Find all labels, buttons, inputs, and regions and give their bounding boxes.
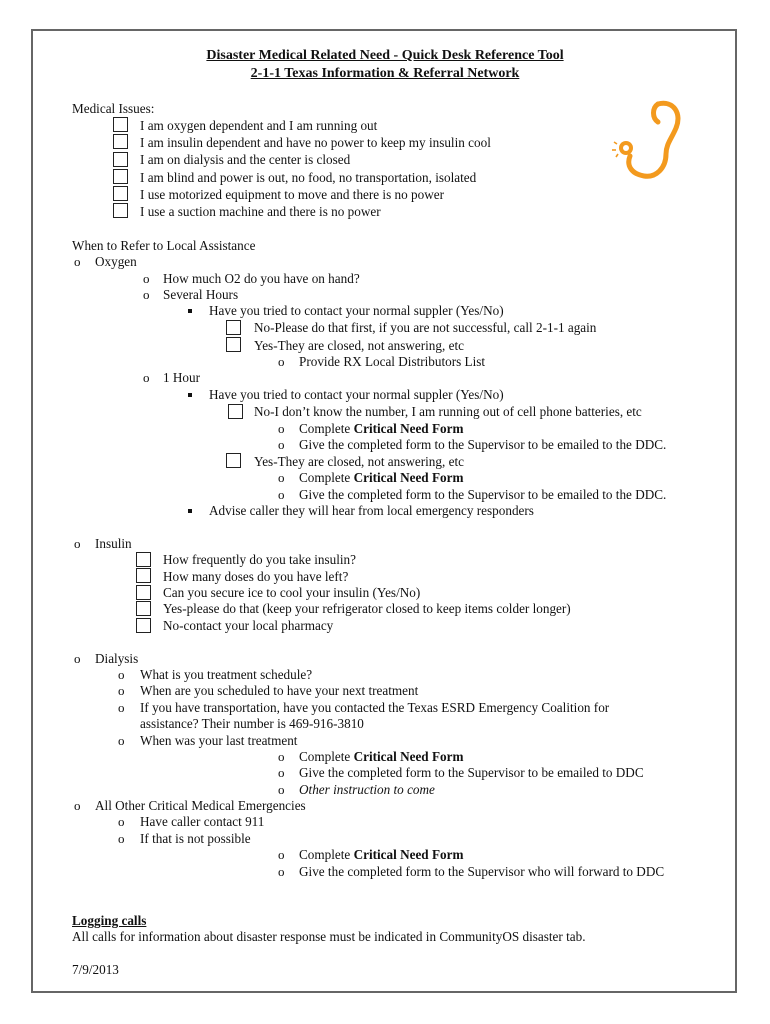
checkbox-sh-yes[interactable] — [226, 337, 241, 352]
checkbox-oh-no[interactable] — [228, 404, 243, 419]
circle-bullet: o — [278, 487, 285, 502]
oh-question: Have you tried to contact your normal suppler (Yes/No) — [209, 387, 504, 402]
advise-line: Advise caller they will hear from local emergency responders — [209, 503, 534, 518]
checkbox-oh-yes[interactable] — [226, 453, 241, 468]
other-label: All Other Critical Medical Emergencies — [95, 798, 306, 813]
circle-bullet: o — [278, 470, 285, 485]
checkbox-blind[interactable] — [113, 169, 128, 184]
issue-blind: I am blind and power is out, no food, no transportation, isolated — [140, 170, 477, 185]
circle-bullet: o — [118, 683, 125, 698]
checkbox-sh-no[interactable] — [226, 320, 241, 335]
contact-911: Have caller contact 911 — [140, 814, 265, 829]
dialysis-item: When was your last treatment — [140, 733, 298, 748]
circle-bullet: o — [118, 831, 125, 846]
insulin-item: How many doses do you have left? — [163, 569, 349, 584]
dialysis-item: When are you scheduled to have your next treatment — [140, 683, 419, 698]
circle-bullet: o — [278, 864, 285, 879]
circle-bullet: o — [143, 287, 150, 302]
circle-bullet: o — [74, 651, 81, 666]
page-subtitle: 2-1-1 Texas Information & Referral Network — [250, 66, 520, 81]
circle-bullet: o — [278, 437, 285, 452]
checkbox-suction[interactable] — [113, 203, 128, 218]
several-hours: Several Hours — [163, 287, 239, 302]
issue-oxygen: I am oxygen dependent and I am running out — [140, 118, 378, 133]
refer-heading: When to Refer to Local Assistance — [72, 238, 256, 253]
circle-bullet: o — [278, 847, 285, 862]
issue-motorized: I use motorized equipment to move and there is no power — [140, 187, 444, 202]
checkbox-insulin-3[interactable] — [136, 585, 151, 600]
logging-text: All calls for information about disaster response must be indicated in CommunityOS disaster tab. — [72, 929, 586, 944]
not-possible: If that is not possible — [140, 831, 251, 846]
other-instruction: Other instruction to come — [299, 782, 435, 797]
insulin-item: Yes-please do that (keep your refrigerator closed to keep items colder longer) — [163, 601, 571, 616]
sh-no: No-Please do that first, if you are not successful, call 2-1-1 again — [254, 320, 597, 335]
circle-bullet: o — [143, 370, 150, 385]
checkbox-insulin-2[interactable] — [136, 568, 151, 583]
insulin-item: How frequently do you take insulin? — [163, 552, 357, 567]
square-bullet — [188, 393, 192, 397]
give-ddc-line: Give the completed form to the Supervisor to be emailed to the DDC. — [299, 487, 667, 502]
issue-dialysis: I am on dialysis and the center is closed — [140, 152, 351, 167]
circle-bullet: o — [278, 421, 285, 436]
issue-suction: I use a suction machine and there is no power — [140, 204, 381, 219]
complete-form-line: Complete Critical Need Form — [299, 847, 464, 862]
square-bullet — [188, 309, 192, 313]
checkbox-motorized[interactable] — [113, 186, 128, 201]
checkbox-insulin[interactable] — [113, 134, 128, 149]
complete-form-line: Complete Critical Need Form — [299, 421, 464, 436]
dialysis-item-cont: assistance? Their number is 469-916-3810 — [140, 716, 364, 731]
give-ddc-line: Give the completed form to the Supervisor to be emailed to the DDC. — [299, 437, 667, 452]
sh-yes-sub: Provide RX Local Distributors List — [299, 354, 486, 369]
dialysis-item: What is you treatment schedule? — [140, 667, 313, 682]
checkbox-insulin-5[interactable] — [136, 618, 151, 633]
square-bullet — [188, 509, 192, 513]
oxygen-label: Oxygen — [95, 254, 137, 269]
sh-question: Have you tried to contact your normal suppler (Yes/No) — [209, 303, 504, 318]
oh-no: No-I don’t know the number, I am running out of cell phone batteries, etc — [254, 404, 642, 419]
circle-bullet: o — [118, 814, 125, 829]
checkbox-insulin-4[interactable] — [136, 601, 151, 616]
medical-issues-heading: Medical Issues: — [72, 101, 155, 116]
circle-bullet: o — [118, 700, 125, 715]
dialysis-item: If you have transportation, have you contacted the Texas ESRD Emergency Coalition for — [140, 700, 610, 715]
stethoscope-icon — [612, 96, 688, 188]
circle-bullet: o — [74, 798, 81, 813]
checkbox-oxygen[interactable] — [113, 117, 128, 132]
circle-bullet: o — [278, 782, 285, 797]
issue-insulin: I am insulin dependent and have no power to keep my insulin cool — [140, 135, 491, 150]
one-hour: 1 Hour — [163, 370, 200, 385]
circle-bullet: o — [74, 254, 81, 269]
page-title: Disaster Medical Related Need - Quick Desk Reference Tool — [206, 48, 564, 63]
oh-yes: Yes-They are closed, not answering, etc — [254, 454, 464, 469]
sh-yes: Yes-They are closed, not answering, etc — [254, 338, 464, 353]
insulin-label: Insulin — [95, 536, 132, 551]
checkbox-dialysis[interactable] — [113, 152, 128, 167]
complete-form-line: Complete Critical Need Form — [299, 749, 464, 764]
circle-bullet: o — [278, 765, 285, 780]
circle-bullet: o — [143, 271, 150, 286]
insulin-item: Can you secure ice to cool your insulin (Yes/No) — [163, 585, 421, 600]
circle-bullet: o — [278, 354, 285, 369]
oxygen-q1: How much O2 do you have on hand? — [163, 271, 360, 286]
checkbox-insulin-1[interactable] — [136, 552, 151, 567]
dialysis-label: Dialysis — [95, 651, 139, 666]
insulin-item: No-contact your local pharmacy — [163, 618, 334, 633]
circle-bullet: o — [118, 667, 125, 682]
forward-line: Give the completed form to the Supervisor who will forward to DDC — [299, 864, 665, 879]
footer-date: 7/9/2013 — [72, 962, 119, 977]
logging-heading: Logging calls — [72, 913, 147, 928]
circle-bullet: o — [278, 749, 285, 764]
complete-form-line: Complete Critical Need Form — [299, 470, 464, 485]
circle-bullet: o — [74, 536, 81, 551]
give-ddc-line: Give the completed form to the Supervisor to be emailed to DDC — [299, 765, 644, 780]
circle-bullet: o — [118, 733, 125, 748]
